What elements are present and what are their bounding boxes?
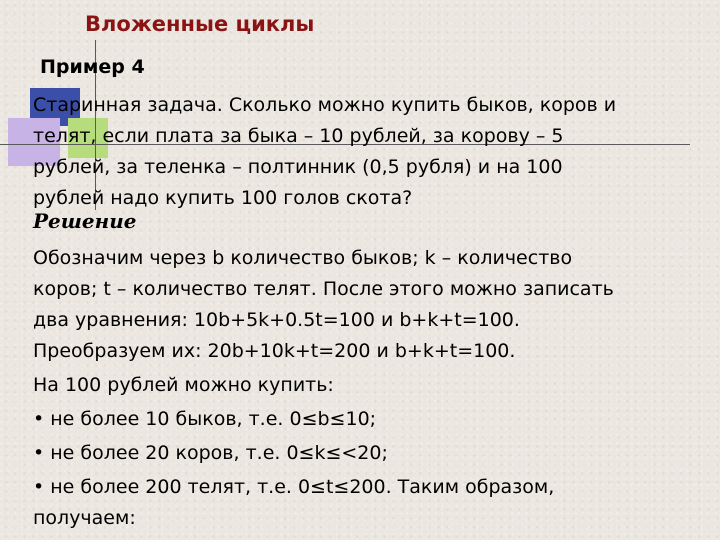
bullet-item: • не более 10 быков, т.е. 0≤b≤10;	[33, 408, 377, 430]
solution-line: На 100 рублей можно купить:	[33, 374, 334, 396]
bullet-item: • не более 200 телят, т.е. 0≤t≤200. Таким образом,	[33, 476, 555, 498]
task-line: Старинная задача. Сколько можно купить быков, коров и	[33, 94, 617, 116]
solution-text	[33, 243, 614, 534]
solution-line: два уравнения: 10b+5k+0.5t=100 и b+k+t=100.	[33, 309, 520, 331]
solution-line: коров; t – количество телят. После этого можно записать	[33, 278, 614, 300]
slide-title: Вложенные циклы	[85, 12, 315, 36]
task-line: рублей надо купить 100 голов скота?	[33, 187, 413, 209]
solution-line: Преобразуем их: 20b+10k+t=200 и b+k+t=100.	[33, 340, 516, 362]
example-label: Пример 4	[40, 56, 145, 78]
bullet-item: • не более 20 коров, т.е. 0≤k≤<20;	[33, 442, 388, 464]
solution-heading: Решение	[33, 209, 137, 233]
task-line: рублей, за теленка – полтинник (0,5 рубля) и на 100	[33, 156, 563, 178]
solution-line: Обозначим через b количество быков; k – количество	[33, 247, 573, 269]
task-text	[33, 90, 616, 214]
solution-line: получаем:	[33, 507, 136, 529]
task-line: телят, если плата за быка – 10 рублей, за корову – 5	[33, 125, 564, 147]
